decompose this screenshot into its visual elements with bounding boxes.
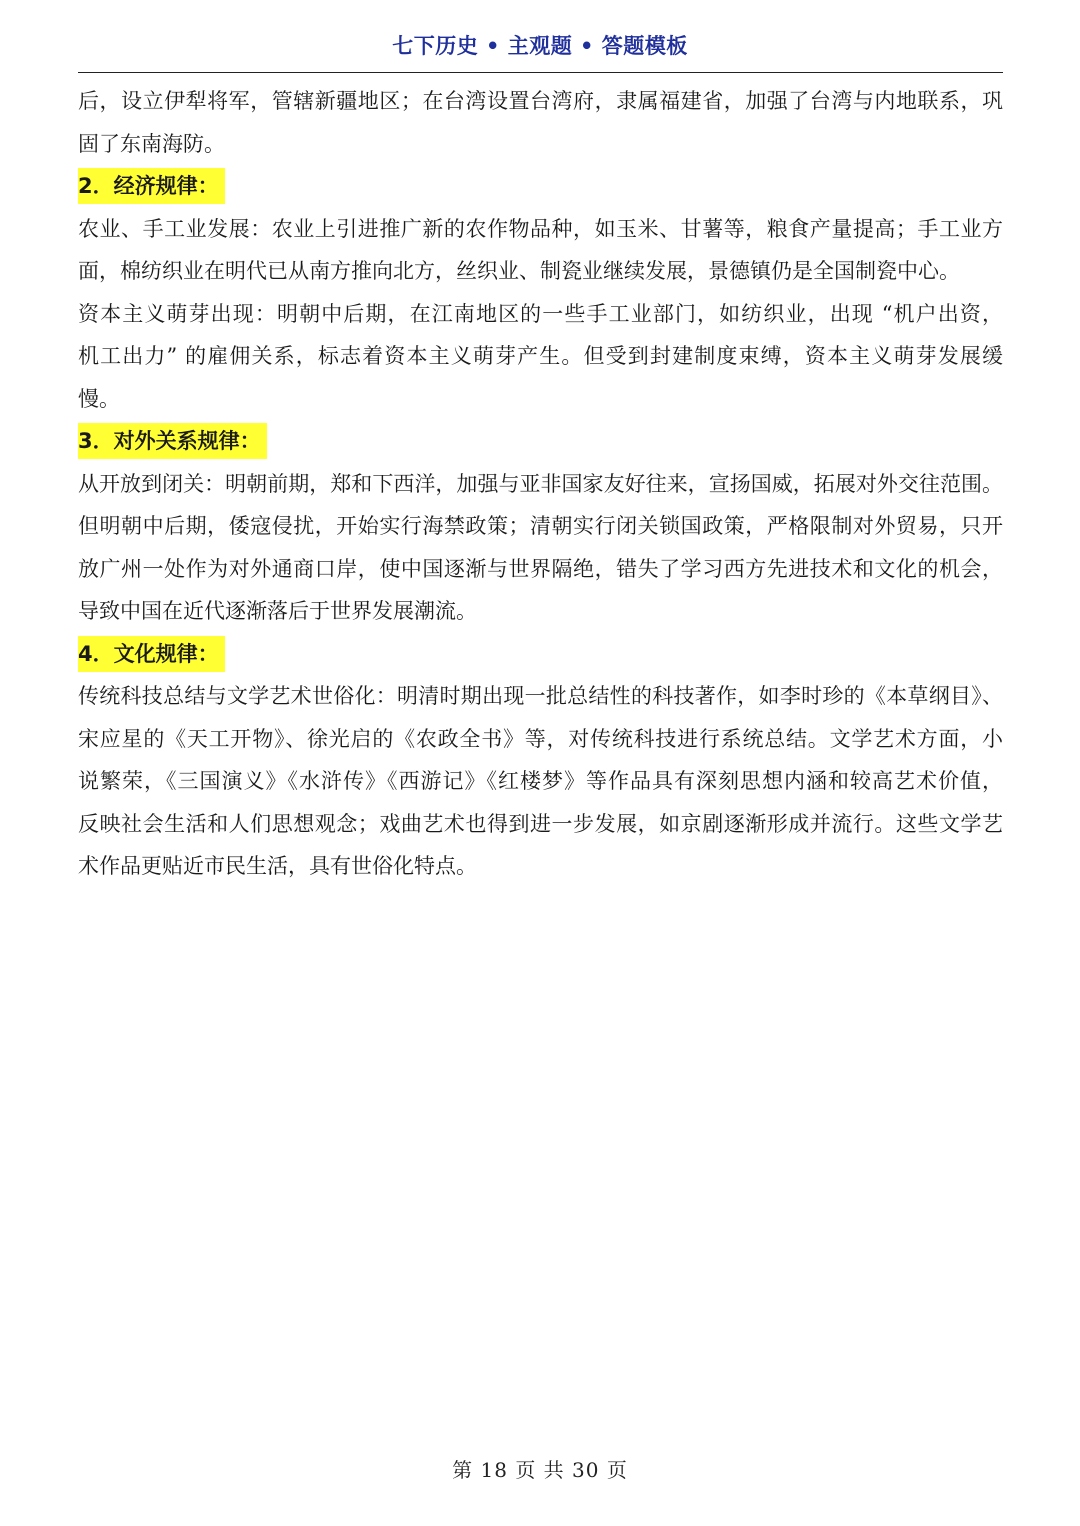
document-body xyxy=(78,80,1003,888)
paragraph-line: 反映社会生活和人们思想观念；戏曲艺术也得到进一步发展，如京剧逐渐形成并流行。这些文学艺 xyxy=(78,811,1003,836)
page-number-footer: 第 18 页 共 30 页 xyxy=(452,1458,628,1482)
paragraph-line: 传统科技总结与文学艺术世俗化：明清时期出现一批总结性的科技著作，如李时珍的《本草纲目》、 xyxy=(78,684,1003,708)
paragraph-line: 宋应星的《天工开物》、徐光启的《农政全书》等，对传统科技进行系统总结。文学艺术方面，小 xyxy=(78,726,1003,751)
paragraph-line: 导致中国在近代逐渐落后于世界发展潮流。 xyxy=(78,599,477,623)
paragraph-line: 说繁荣，《三国演义》《水浒传》《西游记》《红楼梦》等作品具有深刻思想内涵和较高艺术价值， xyxy=(78,769,1003,793)
section-heading xyxy=(78,633,1003,676)
paragraph-line: 慢。 xyxy=(78,386,120,411)
section-heading-highlight: 2．经济规律： xyxy=(78,168,225,204)
paragraph-line: 固了东南海防。 xyxy=(78,131,225,156)
section-heading-highlight: 4．文化规律： xyxy=(78,636,225,672)
page-header-title: 七下历史 • 主观题 • 答题模板 xyxy=(392,34,688,58)
section-heading xyxy=(78,420,1003,463)
section-heading-highlight: 3．对外关系规律： xyxy=(78,423,267,459)
paragraph-line: 后，设立伊犁将军，管辖新疆地区；在台湾设置台湾府，隶属福建省，加强了台湾与内地联系，巩 xyxy=(78,89,1003,113)
paragraph-line: 机工出力” 的雇佣关系，标志着资本主义萌芽产生。但受到封建制度束缚，资本主义萌芽发展缓 xyxy=(78,344,1003,368)
paragraph-line: 术作品更贴近市民生活，具有世俗化特点。 xyxy=(78,854,477,878)
header-divider xyxy=(78,72,1003,73)
paragraph-line: 但明朝中后期，倭寇侵扰，开始实行海禁政策；清朝实行闭关锁国政策，严格限制对外贸易，只开 xyxy=(78,514,1003,538)
paragraph-line: 农业、手工业发展：农业上引进推广新的农作物品种，如玉米、甘薯等，粮食产量提高；手工业方 xyxy=(78,216,1003,241)
paragraph-line: 面，棉纺织业在明代已从南方推向北方，丝织业、制瓷业继续发展，景德镇仍是全国制瓷中心。 xyxy=(78,259,960,283)
paragraph-line: 放广州一处作为对外通商口岸，使中国逐渐与世界隔绝，错失了学习西方先进技术和文化的机会， xyxy=(78,556,1003,581)
paragraph-line: 从开放到闭关：明朝前期，郑和下西洋，加强与亚非国家友好往来，宣扬国威，拓展对外交往范围。 xyxy=(78,471,1003,496)
section-heading xyxy=(78,165,1003,208)
paragraph-line: 资本主义萌芽出现：明朝中后期，在江南地区的一些手工业部门，如纺织业，出现 “机户出资， xyxy=(78,301,1003,326)
